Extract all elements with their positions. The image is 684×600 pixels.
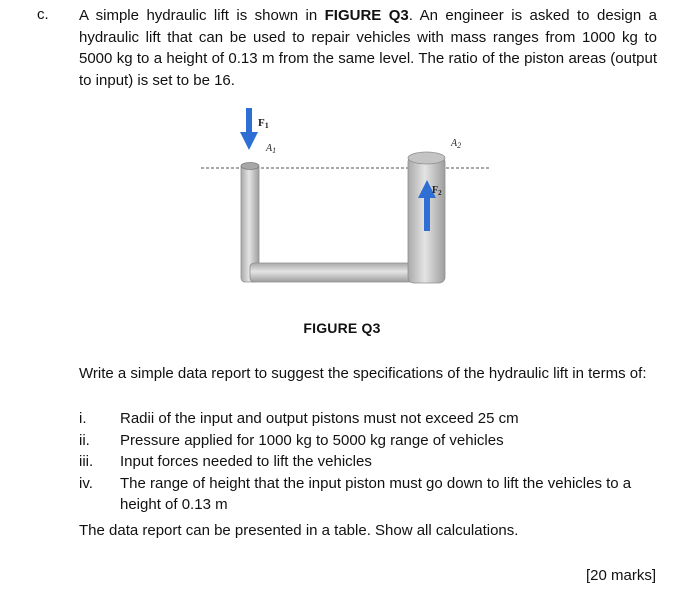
question-intro bbox=[79, 5, 657, 91]
item-text: Radii of the input and output pistons must not exceed 25 cm bbox=[120, 410, 519, 427]
output-piston bbox=[408, 152, 445, 164]
report-note: The data report can be presented in a table. Show all calculations. bbox=[79, 522, 519, 539]
figure-caption: FIGURE Q3 bbox=[303, 320, 381, 336]
f2-label: $F_2$ bbox=[432, 185, 442, 197]
intro-text-end: . An engineer is asked to design a hydraulic lift that can be used to repair vehicles with mass ranges from 1000 kg to 5000 kg to a height of 0.13 m from the same level. The ratio of the piston areas (output to input) is set to be 16. bbox=[79, 7, 657, 89]
hydraulic-lift-figure bbox=[180, 98, 510, 303]
a1-label: $A_1$ bbox=[266, 143, 277, 155]
item-number: ii. bbox=[79, 431, 90, 449]
marks-label: [20 marks] bbox=[585, 567, 656, 584]
question-label: c. bbox=[37, 6, 49, 23]
a2-label: $A_2$ bbox=[451, 138, 462, 150]
intro-text-start: A simple hydraulic lift is shown in bbox=[79, 7, 325, 24]
list-item bbox=[79, 408, 657, 430]
item-text: Input forces needed to lift the vehicles bbox=[120, 453, 372, 470]
item-text: The range of height that the input piston must go down to lift the vehicles to a height of 0.13 m bbox=[120, 474, 632, 513]
input-piston bbox=[241, 163, 259, 170]
connecting-pipe bbox=[250, 263, 422, 282]
item-number: i. bbox=[79, 410, 87, 427]
list-item bbox=[79, 451, 657, 473]
item-number: iii. bbox=[79, 453, 94, 470]
input-force-arrowhead bbox=[240, 132, 258, 150]
figure-reference: FIGURE Q3 bbox=[324, 7, 409, 24]
list-item bbox=[79, 430, 657, 452]
task-item-list bbox=[79, 408, 657, 516]
list-item bbox=[79, 473, 657, 516]
item-text: Pressure applied for 1000 kg to 5000 kg range of vehicles bbox=[120, 431, 504, 449]
item-number: iv. bbox=[79, 474, 93, 492]
task-prompt: Write a simple data report to suggest the specifications of the hydraulic lift in terms of: bbox=[79, 365, 647, 382]
f1-label: F1 bbox=[258, 117, 269, 130]
